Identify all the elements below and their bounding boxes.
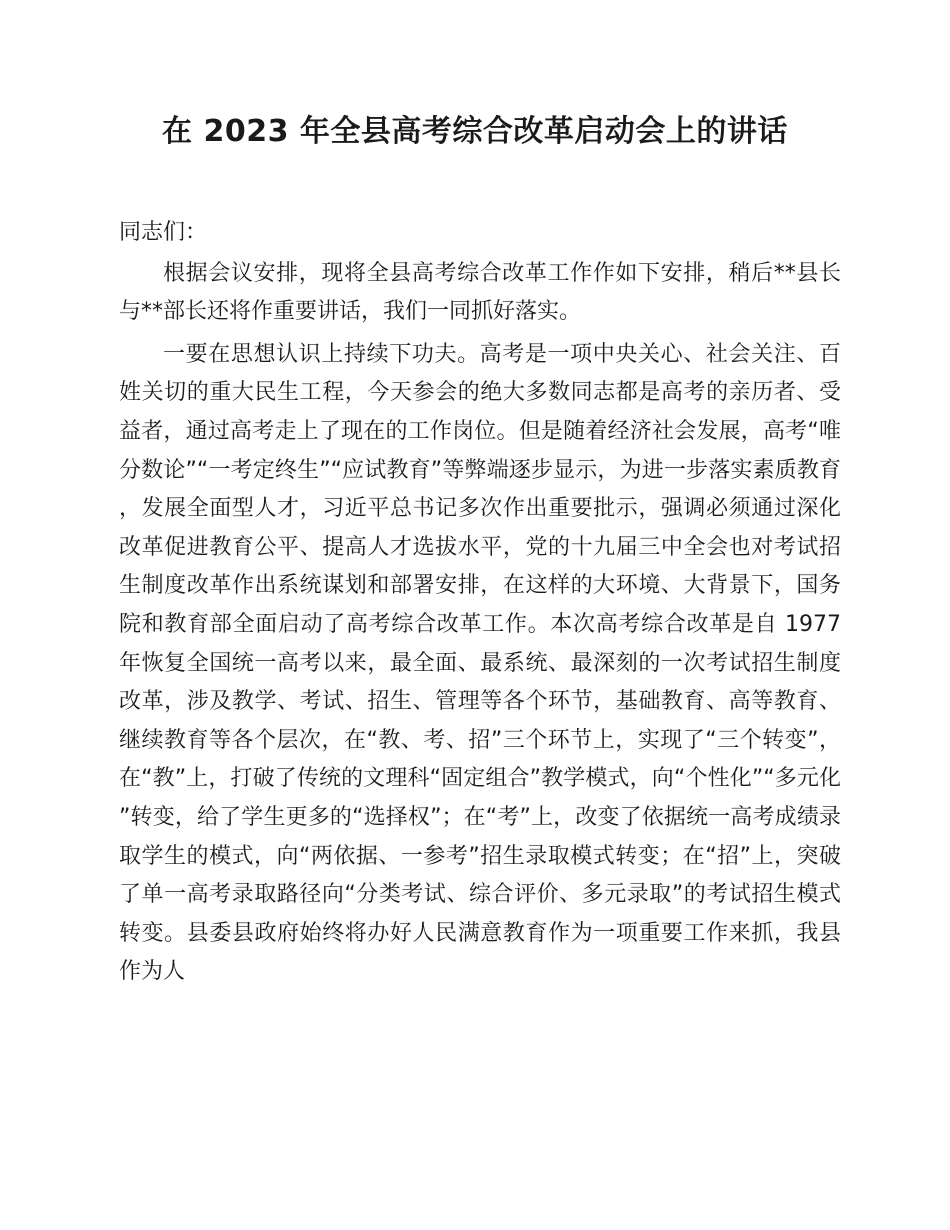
document-body	[119, 214, 841, 996]
paragraph-ideological-understanding: 一要在思想认识上持续下功夫。高考是一项中央关心、社会关注、百姓关切的重大民生工程，今天参会的绝大多数同志都是高考的亲历者、受益者，通过高考走上了现在的工作岗位。但是随着经济社会发展，高考“唯分数论”“一考定终生”“应试教育”等弊端逐步显示，为进一步落实素质教育，发展全面型人才，习近平总书记多次作出重要批示，强调必须通过深化改革促进教育公平、提高人才选拔水平，党的十九届三中全会也对考试招生制度改革作出系统谋划和部署安排，在这样的大环境、大背景下，国务院和教育部全面启动了高考综合改革工作。本次高考综合改革是自 1977 年恢复全国统一高考以来，最全面、最系统、最深刻的一次考试招生制度改革，涉及教学、考试、招生、管理等各个环节，基础教育、高等教育、继续教育等各个层次，在“教、考、招”三个环节上，实现了“三个转变”，在“教”上，打破了传统的文理科“固定组合”教学模式，向“个性化”“多元化”转变，给了学生更多的“选择权”；在“考”上，改变了依据统一高考成绩录取学生的模式，向“两依据、一参考”招生录取模式转变；在“招”上，突破了单一高考录取路径向“分类考试、综合评价、多元录取”的考试招生模式转变。县委县政府始终将办好人民满意教育作为一项重要工作来抓，我县作为人	[119, 341, 841, 985]
salutation: 同志们：	[119, 220, 208, 245]
document-title: 在 2023 年全县高考综合改革启动会上的讲话	[162, 114, 788, 149]
paragraph-arrangement: 根据会议安排，现将全县高考综合改革工作作如下安排，稍后**县长与**部长还将作重要讲话，我们一同抓好落实。	[119, 260, 841, 325]
